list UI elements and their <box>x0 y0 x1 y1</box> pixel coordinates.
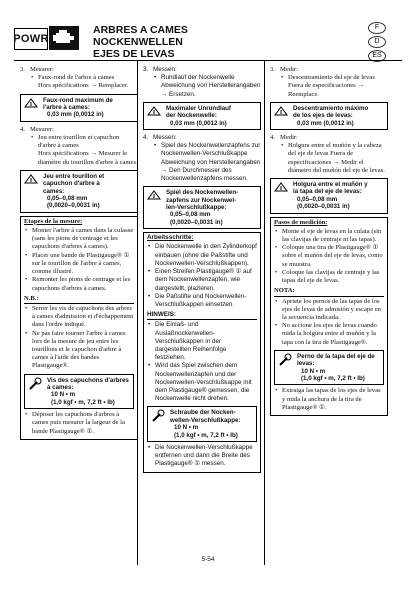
wrench-icon <box>148 407 168 441</box>
measure-icon <box>21 95 41 121</box>
header-rule <box>14 60 402 61</box>
page-header <box>0 0 416 60</box>
spec-box: Maximaler Unrundlauf der Nockenwelle: 0,03 mm (0,0012 in) <box>143 102 261 130</box>
measure-icon <box>271 179 291 213</box>
column-spanish <box>270 62 388 416</box>
procedure-box: Arbeitsschritte: • Die Nockenwelle in den Zylinderkopf einbauen (ohne die Paßstifte und Nockenwellen-Verschlußkappen). • Einen Streifen Plastigauge® ① auf dem Nockenwellenzapfen, wie dargestellt, plazieren. • Die Paßstifte und Nockenwellen-Verschlußkappen einsetzen. HINWEIS: • Die Einlaß- und Auslaßnockenwellen-Verschlußkappen in der dargestellten Reihenfolge festziehen. • Wird das Spiel zwischen dem Nockenwellenzapfen und der Nockenwellen-Verschlußkappe mit dem Plastigauge® gemessen, die Nockenwelle nicht drehen. Schraube der Nocken- wellen-Verschlußkappe: 10 N • m (1,0 kgf • m, 7,2 ft • lb) • Die Nockenwellen-Verschlußkappe entfernen und dann die Breite des Plastigauge® ① messen. <box>143 232 261 472</box>
page-title: ARBRES A CAMES NOCKENWELLEN EJES DE LEVAS <box>93 24 188 60</box>
step-4: 4. Medir: • Holgura entre el muñón y la cabeza del eje de levas Fuera de especificaciones → Medir el diámetro del muñón del eje de levas. <box>270 134 388 175</box>
section-badge: POWR <box>14 28 48 50</box>
lang-tab-d: D <box>368 36 386 48</box>
step-3: 3. Messen: • Rundlauf der Nockenwelle Abweichung von Herstellerangaben → Ersetzen. <box>143 66 261 99</box>
spec-box: Holgura entre el muñón y la tapa del eje de levas: 0,05–0,08 mm (0,0020–0,0031 in) <box>270 178 388 214</box>
measure-icon <box>271 103 291 129</box>
torque-box: Vis des capuchons d'arbres à cames: 10 N • m (1,0 kgf • m, 7,2 ft • lb) <box>24 374 134 410</box>
procedure-box: Etapes de la mesure: • Monter l'arbre à cames dans la culasse (sans les pions de centrage et les capuchons d'arbres à cames). • Placer une bande de Plastigauge® ① sur le tourillon de l'arbre à cames, comme illustré. • Remonter les pions de centrage et les capuchons d'arbres à cames. N.B.: • Serrer les vis de capuchons des arbres à cames d'admission et d'échappement dans l'ordre indiqué. • Ne pas faire tourner l'arbre à cames lors de la mesure de jeu entre les tourillons et le capuchon d'arbre à cames à l'aide des bandes Plastigauge®. Vis des capuchons d'arbres à cames: 10 N • m (1,0 kgf • m, 7,2 ft • lb) • Déposer les capuchons d'arbres à cames puis mesurer la largeur de la bande Plastigauge® ①. <box>20 216 138 440</box>
wrench-icon <box>25 375 45 409</box>
spec-box: Descentramiento máximo de los ejes de levas: 0,03 mm (0,0012 in) <box>270 102 388 130</box>
measure-icon <box>21 171 41 212</box>
measure-icon <box>144 103 164 129</box>
column-french <box>20 62 138 440</box>
measure-icon <box>144 187 164 228</box>
spec-box: Faux-rond maximum de l'arbre à cames: 0,03 mm (0,0012 in) <box>20 94 138 122</box>
language-tabs <box>368 22 386 64</box>
wrench-icon <box>275 351 295 385</box>
spec-box: Spiel des Nockenwellen- zapfens zur Nockenwel- len-Verschlußkappe: 0,05–0,08 mm (0,0020–0,0031 in) <box>143 186 261 229</box>
torque-box: Schraube der Nocken- wellen-Verschlußkappe: 10 N • m (1,0 kgf • m, 7,2 ft • lb) <box>147 406 257 442</box>
lang-tab-f: F <box>368 22 386 34</box>
procedure-box: Pasos de medición: • Monte el eje de levas en la culata (sin las clavijas de centraje ni las tapas). • Coloque una tira de Plastigauge® ① sobre el muñón del eje de levas, como se muestra. • Coloque las clavijas de centraje y las tapas del eje de levas. NOTA: • Apriete los pernos de las tapas de los ejes de levas de admisión y escape en la secuencia indicada. • No accione los ejes de levas cuando mida la holgura entre el muñón y la tapa con la tira de Plastigauge®. Perno de la tapa del eje de levas: 10 N • m (1,0 kgf • m, 7,2 ft • lb) • Extraiga las tapas de los ejes de levas y mida la anchura de la tira de Plastigauge® ①. <box>270 217 388 416</box>
step-4: 4. Messen: • Spiel des Nockenwellenzapfens zur Nockenwellen-Verschlußkappe Abweichung von Herstellerangaben → Den Durchmesser des Nockenwellenzapfens messen. <box>143 134 261 183</box>
engine-icon <box>49 26 79 50</box>
torque-box: Perno de la tapa del eje de levas: 10 N • m (1,0 kgf • m, 7,2 ft • lb) <box>274 350 384 386</box>
lang-tab-es: ES <box>368 50 386 62</box>
column-divider <box>264 60 265 565</box>
page-number: 5-54 <box>201 556 215 563</box>
step-3: 3. Mesurer: • Faux-rond de l'arbre à cames Hors spécifications → Remplacer. <box>20 66 138 91</box>
step-4: 4. Mesurer: • Jeu entre tourillon et capuchon d'arbre à cames Hors spécifications → Mesurer le diamètre du tourillon d'arbre à cames. <box>20 126 138 167</box>
spec-box: Jeu entre tourillon et capuchon d'arbre à cames: 0,05–0,08 mm (0,0020–0,0031 in) <box>20 170 138 213</box>
column-german <box>143 62 261 473</box>
step-3: 3. Medir: • Descentramiento del eje de levas Fuera de especificaciones → Reemplace. <box>270 66 388 99</box>
